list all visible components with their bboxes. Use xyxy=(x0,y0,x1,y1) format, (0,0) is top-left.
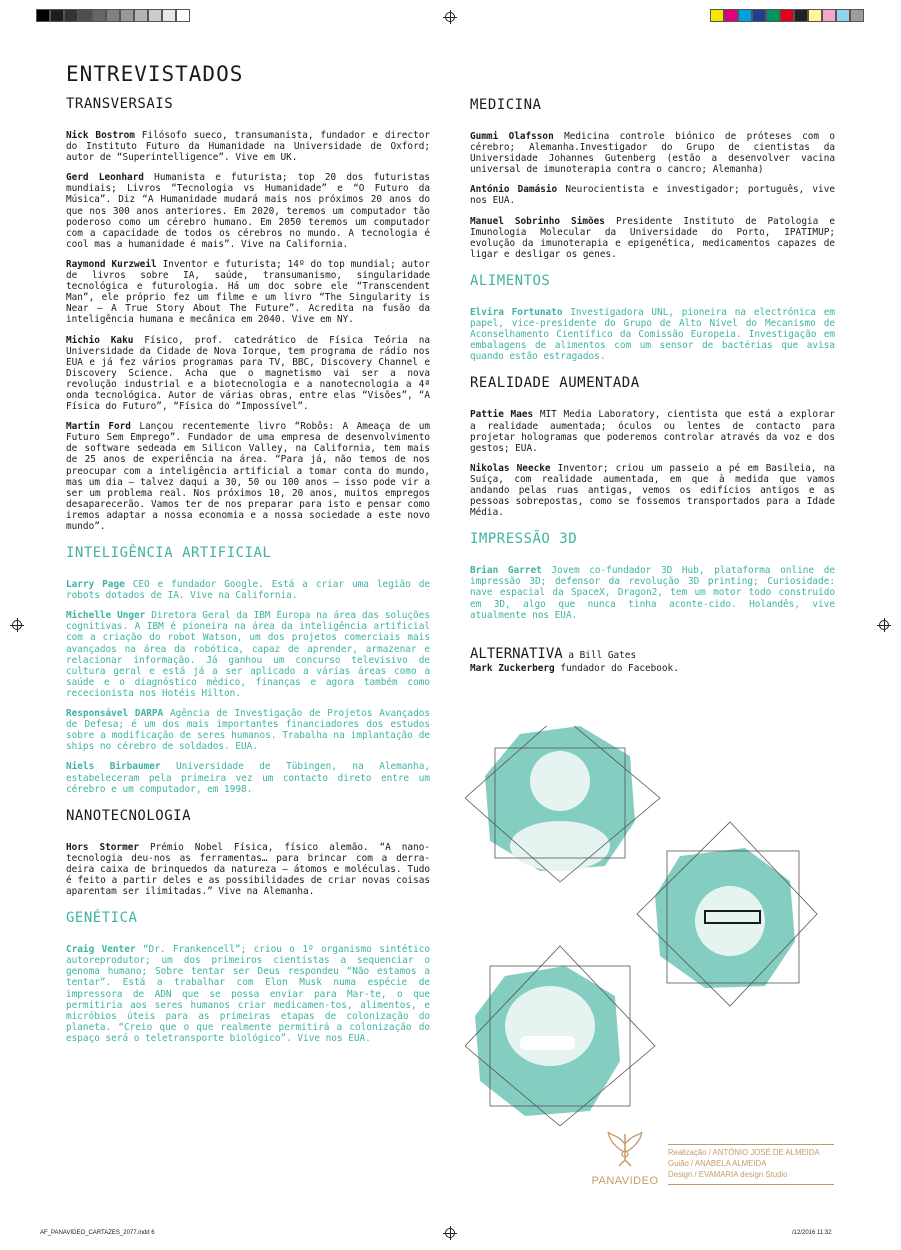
section-medicina xyxy=(470,97,835,260)
right-column xyxy=(470,97,835,683)
section-impressao xyxy=(470,531,835,620)
portrait-collage xyxy=(465,726,835,1126)
entry: Larry Page CEO e fundador Google. Está a criar uma legião de robots dotados de IA. Vive na California. xyxy=(66,579,430,602)
entry: Michio Kaku Físico, prof. catedrático de Física Teória na Universidade da Cidade de Nova Iorque, tem programa de rádio nos EUA e já fez vários programas para TV, BBC, Discovery Channel e Discovery Science. Acha que o magnetismo vai ser a nova revolução industrial e a biotecnologia e a nanotecnologia a 4ª onda tecnológica. Autor de várias obras, entre elas “Visões”, “A Física do Futuro”, “Física do “Impossível”. xyxy=(66,334,430,413)
section-genetica xyxy=(66,910,430,1044)
entry: Nikolas Neecke Inventor; criou um passeio a pé em Basileia, na Suíça, com realidade aumentada, em que à medida que vamos andando pelas ruas antigas, vemos os edifícios antigos e as pessoas sobrepostas, como se fossemos transportados para a Idade Média. xyxy=(470,462,835,519)
registration-mark-right xyxy=(879,620,889,630)
entry: Elvira Fortunato Investigadora UNL, pioneira na electrónica em papel, vice-presidente do Grupo de Alto Nível do Mecanismo de Aconselhamento Científico da Comissão Europeia. Investigação em embalagens de alimentos com um sensor de bactérias que avisa quando estão estragados. xyxy=(470,306,836,363)
footer-timestamp: /12/2016 11:32 xyxy=(792,1230,832,1236)
entry: Brian Garret Jovem co-fundador 3D Hub, plataforma online de impressão 3D; defensor da revolução 3D printing; Curiosidade: nave espacial da SpaceX, Dragon2, tem um motor todo construído em 3D, algo que nunca tinha aconte-cido. Holandês, vive atualmente nos EUA. xyxy=(470,565,835,621)
panavideo-logo xyxy=(590,1130,660,1187)
portrait-octagon-3 xyxy=(465,946,655,1126)
registration-mark-bottom xyxy=(445,1228,455,1238)
color-bar xyxy=(710,9,864,22)
entry: Niels Birbaumer Universidade de Tübingen, na Alemanha, estabeleceram pela primeira vez um contacto direto entre um cérebro e um computador, em 1998. xyxy=(66,761,430,795)
entry: Mark Zuckerberg fundador do Facebook. xyxy=(470,662,679,674)
section-heading: REALIDADE AUMENTADA xyxy=(470,375,640,392)
entry: Craig Venter “Dr. Frankencell”; criou o 1º organismo sintético autoreprodutor; um dos primeiros cientistas a sequenciar o genoma humano; Sobre tentar ser Deus respondeu “Não estamos a tentar”. Está a trabalhar com Elon Musk numa espécie de impressora de ADN que se possa enviar para Mar-te, o que permitiria aos seres humanos criar medicamen-tos, alimentos, e micróbios úteis para as primeiras etapas de colonização do planeta. “Creio que o que realmente permitirá a colonização do espaço será o teletransporte biológico”. Vive nos EUA. xyxy=(66,944,431,1044)
portrait-octagon-2 xyxy=(637,822,817,1006)
section-realidade xyxy=(470,375,835,518)
left-column xyxy=(66,96,430,1057)
entry: Gerd Leonhard Humanista e futurista; top 20 dos futuristas mundiais; Livros “Tecnologia vs Humanidade” e “O Futuro da Música”. Diz “A Humanidade mudará mais nos próximos 20 anos do que nos 300 anos anteriores. Em 2020, teremos um computador tão poderoso como um cérebro humano. Em 2050 teremos um computador com a capacidade de todos os cérebros no mundo. A tecnologia é cool mas a humanidade é mais”. Vive na California. xyxy=(66,172,430,250)
section-heading: GENÉTICA xyxy=(66,910,138,927)
section-alternativa xyxy=(470,643,835,674)
credit-design: Design / EVAMARIA design Studio xyxy=(668,1170,788,1179)
section-heading: NANOTECNOLOGIA xyxy=(66,807,192,824)
section-ia xyxy=(66,545,430,795)
alternativa-heading: ALTERNATIVA a Bill Gates xyxy=(470,645,637,662)
section-heading: IMPRESSÃO 3D xyxy=(470,531,578,548)
registration-mark-left xyxy=(12,620,22,630)
entry: Raymond Kurzweil Inventor e futurista; 14º do top mundial; autor de livros sobre IA, saúde, transumanismo, singularidade tecnológica e futurologia. Há um doc sobre ele “Transcendent Man”, ele próprio fez um filme e um livro “The Singularity is Near – A True Story About The Future”. Acredita na fusão da inteligência humana e mecânica em 2040. Vive em NY. xyxy=(66,258,430,326)
entry: António Damásio Neurocientista e investigador; português, vive nos EUA. xyxy=(470,184,835,207)
winged-logo-icon xyxy=(605,1130,645,1168)
credit-realizacao: Realização / ANTÓNIO JOSÉ DE ALMEIDA xyxy=(668,1148,820,1157)
entry: Responsável DARPA Agência de Investigação de Projetos Avançados de Defesa; é um dos mais importantes financiadores dos estudos sobre a modificação de seres humanos. Trabalha na implantação de ships no cérebro de soldados. EUA. xyxy=(66,708,430,753)
footer-filename: AF_PANAVIDEO_CARTAZES_2077.indd 6 xyxy=(40,1230,155,1236)
entry: Nick Bostrom Filósofo sueco, transumanista, fundador e director do Instituto Futuro da Humanidade na Universidade de Oxford; autor de “Superintelligence”. Vive em UK. xyxy=(66,130,430,164)
entry: Hors Stormer Prémio Nobel Física, físico alemão. “A nano-tecnologia deu-nos as ferramentas… para brincar com a derra-deira caixa de brinquedos da natureza – átomos e moléculas. Tudo é feito a partir deles e as possibilidades de criar novas coisas aparentam ser ilimitadas.” Vive na Alemanha. xyxy=(66,841,430,898)
entry: Manuel Sobrinho Simões Presidente Instituto de Patologia e Imunologia Molecular da Universidade do Porto, IPATIMUP; evolução da imunoterapia e epigenética, medicamentos capazes de ligar e desligar os genes. xyxy=(470,215,835,260)
page-title: ENTREVISTADOS xyxy=(66,62,244,86)
logo-wordmark: PANAVIDEO xyxy=(591,1175,659,1187)
section-heading: MEDICINA xyxy=(470,97,542,113)
entry: Michelle Unger Diretora Geral da IBM Europa na área das soluções cognitivas. A IBM é pioneira na área da inteligência artificial com a criação do robot Watson, um dos projetos comerciais mais avançados na área da robótica, capaz de aprender, armazenar e relacionar informação. Já ganhou um concurso televisivo de cultura geral e está já a ser aplicado a várias áreas como a saúde e o diagnóstico médico, finanças e agora também como rececionista nos Hotéis Hilton. xyxy=(66,610,430,699)
entry: Pattie Maes MIT Media Laboratory, cientista que está a explorar a realidade aumentada; óculos ou lentes de contacto para projetar hologramas que poderemos controlar através da voz e dos gestos; EUA. xyxy=(470,409,836,454)
credit-guiao: Guião / ANABELA ALMEIDA xyxy=(668,1159,767,1168)
section-heading: INTELIGÊNCIA ARTIFICIAL xyxy=(66,545,272,562)
entry: Gummi Olafsson Medicina controle biónico de próteses com o cérebro; Alemanha.Investigador do Grupo de cientistas da Universidade Johannes Gutenberg (estão a desenvolver vacina universal de imunoterapia contra o cancro; Alemanha) xyxy=(470,131,835,176)
entry: Martin Ford Lançou recentemente livro “Robôs: A Ameaça de um Futuro Sem Emprego”. Fundador de uma empresa de desenvolvimento de software sedeada em Silicon Valley, na California, tem mais de 25 anos de experiência na área. “Para já, não temos de nos preocupar com a inteligência artificial a tomar conta do mundo, mas um dia – talvez daqui a 30, 50 ou 100 anos – isso pode vir a ser um problema real. Nos próximos 10, 20 anos, muitos empregos desaparecerão. Vamos ter de nos preparar para isto e pensar como iremos adaptar a nossa economia e a nossa sociedade a este novo mundo”. xyxy=(66,421,430,532)
grayscale-bar xyxy=(36,9,190,22)
credits xyxy=(668,1147,820,1180)
portrait-octagon-1 xyxy=(465,726,660,882)
section-heading: TRANSVERSAIS xyxy=(66,96,174,112)
section-transversais xyxy=(66,96,430,532)
registration-mark-top xyxy=(445,12,455,22)
section-alimentos xyxy=(470,273,835,362)
section-nano xyxy=(66,808,430,897)
section-heading: ALIMENTOS xyxy=(470,272,551,289)
